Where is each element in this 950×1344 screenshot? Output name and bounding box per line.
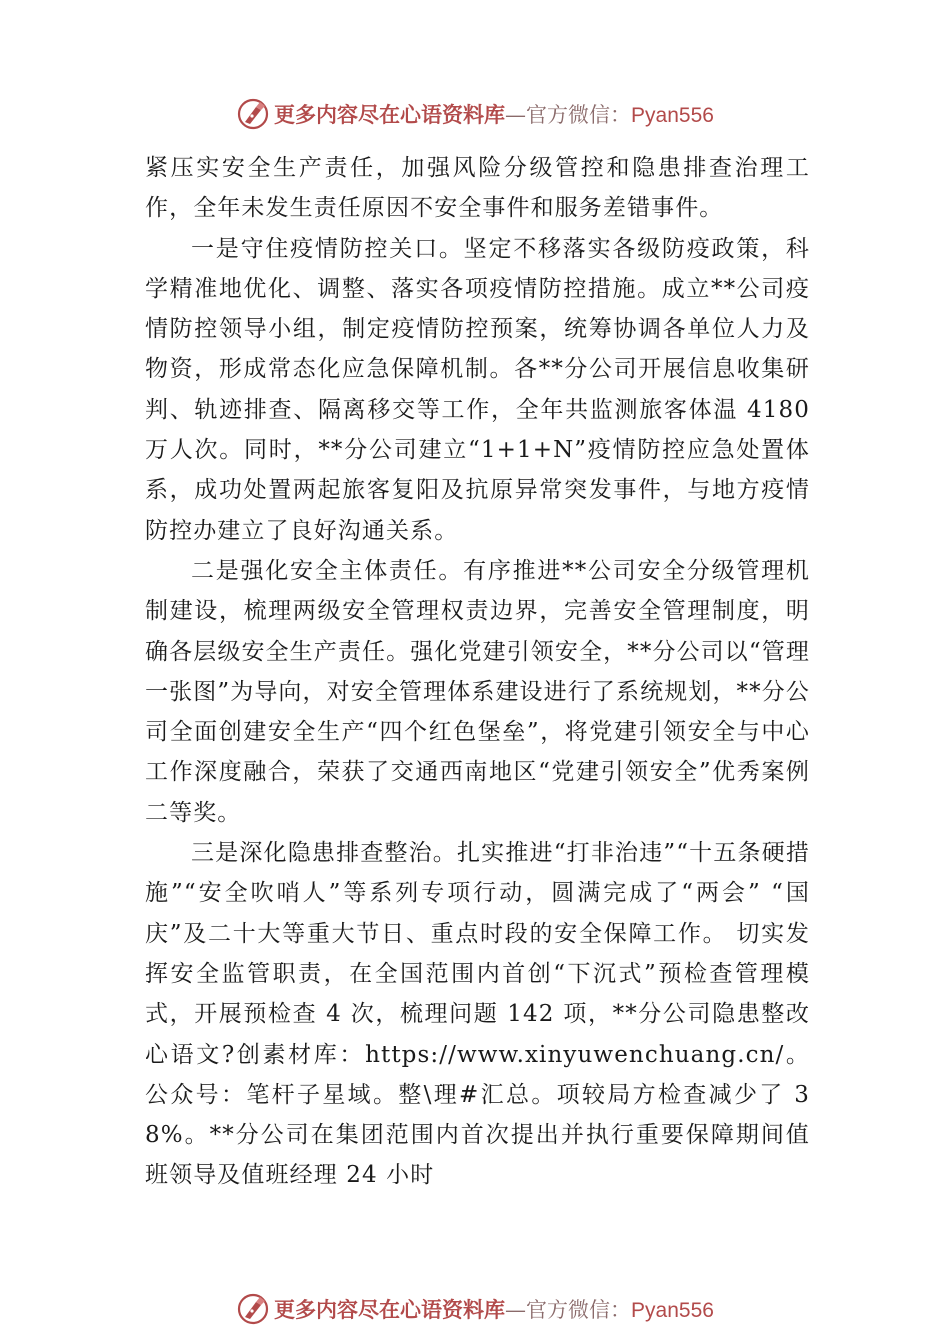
footer-banner — [0, 1289, 950, 1329]
pen-nib-circle-icon — [236, 1292, 270, 1326]
paragraph-continued: 紧压实安全生产责任，加强风险分级管控和隐患排查治理工作，全年未发生责任原因不安全事件和服务差错事件。 — [145, 155, 810, 222]
paragraph-safety-responsibility: 二是强化安全主体责任。有序推进**公司安全分级管理机制建设，梳理两级安全管理权责边界，完善安全管理制度，明确各层级安全生产责任。强化党建引领安全，**分公司以“管理一张图”为导向，对安全管理体系建设进行了系统规划，**分公司全面创建安全生产“四个红色堡垒”，将党建引领安全与中心工作深度融合，荣获了交通西南地区“党建引领安全”优秀案例二等奖。 — [145, 557, 810, 826]
header-brand-text: 更多内容尽在心语资料库 — [274, 102, 506, 127]
header-banner-text — [274, 99, 714, 129]
header-wechat-id: Pyan556 — [631, 104, 714, 127]
footer-wechat-label: —官方微信： — [505, 1298, 632, 1322]
header-banner — [0, 94, 950, 134]
paragraph-epidemic-control: 一是守住疫情防控关口。坚定不移落实各级防疫政策，科学精准地优化、调整、落实各项疫情防控措施。成立**公司疫情防控领导小组，制定疫情防控预案，统筹协调各单位人力及物资，形成常态化应急保障机制。各**分公司开展信息收集研判、轨迹排查、隔离移交等工作，全年共监测旅客体温 4180 万人次。同时，**分公司建立“1+1+N”疫情防控应急处置体系，成功处置两起旅客复阳及抗原异常突发事件，与地方疫情防控办建立了良好沟通关系。 — [145, 235, 810, 544]
paragraph-hazard-rectification: 三是深化隐患排查整治。扎实推进“打非治违”“十五条硬措施”“安全吹哨人”等系列专项行动，圆满完成了“两会” “国庆”及二十大等重大节日、重点时段的安全保障工作。 切实发挥安全监管职责，在全国范围内首创“下沉式”预检查管理模式，开展预检查 4 次，梳理问题 142 项，**分公司隐患整改心语文?创素材库：https://www.xinyuwenchuang.cn/。公众号：笔杆子星域。整\理#汇总。项较局方检查减少了 38%。**分公司在集团范围内首次提出并执行重要保障期间值班领导及值班经理 24 小时 — [145, 840, 810, 1189]
pen-nib-circle-icon — [236, 97, 270, 131]
header-wechat-label: —官方微信： — [505, 103, 632, 127]
footer-brand-text: 更多内容尽在心语资料库 — [274, 1297, 506, 1322]
footer-banner-text — [274, 1294, 714, 1324]
footer-wechat-id: Pyan556 — [631, 1299, 714, 1322]
document-body — [145, 148, 810, 1196]
